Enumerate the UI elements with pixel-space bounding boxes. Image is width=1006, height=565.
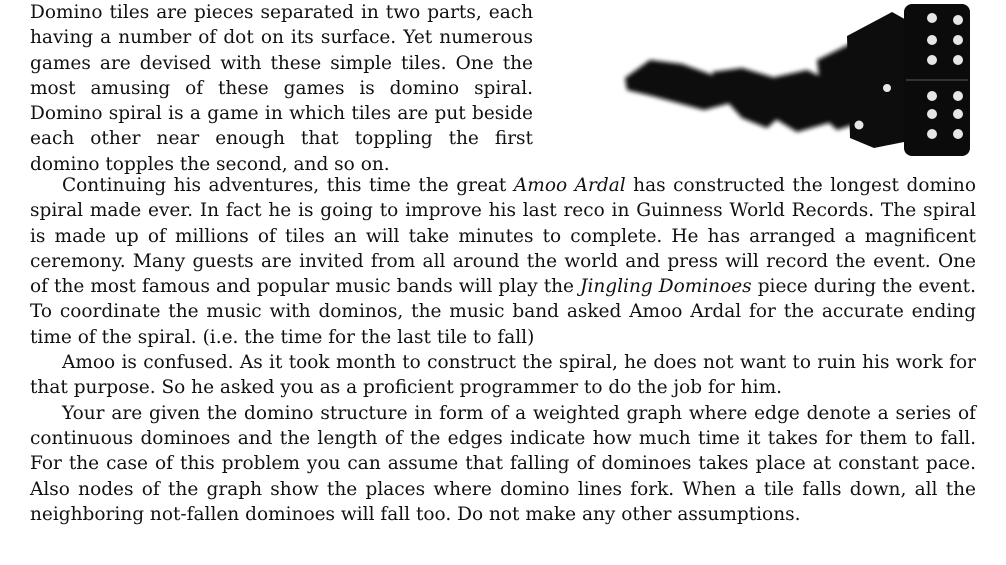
request-paragraph: Amoo is confused. As it took month to construct the spiral, he does not want to ruin his work for that purpose. So he asked you as a proficient programmer to do the job for him.: [30, 352, 976, 399]
story-paragraph: [30, 173, 976, 350]
falling-dominoes-image: [592, 0, 977, 160]
character-name: Amoo Ardal: [513, 175, 626, 196]
intro-paragraph: Domino tiles are pieces separated in two parts, each having a number of dot on its surface. Yet numerous games are devised with these simple tiles. One the most amusing of these games is domino spiral. Domino spiral is a game in which tiles are put beside each other near enough that toppling the first domino topples the second, and so on.: [30, 2, 533, 175]
music-piece-title: Jingling Dominoes: [580, 276, 752, 298]
story-text-end: piece during the event. To coordinate the music with dominos, the music band asked Amoo Ardal for the accurate ending time of the spiral. (i.e. the time for the last tile to fall): [30, 276, 976, 348]
story-text-start: Continuing his adventures, this time the great: [62, 175, 514, 196]
problem-description-paragraph: Your are given the domino structure in form of a weighted graph where edge denote a series of continuous dominoes and the length of the edges indicate how much time it takes for them to fall. For the case of this problem you can assume that falling of dominoes takes place at constant pace. Also nodes of the graph show the places where domino lines fork. When a tile falls down, all the neighboring not-fallen dominoes will fall too. Do not make any other assumptions.: [30, 402, 976, 525]
story-text-middle: has constructed the longest domino spiral made ever. In fact he is going to improve his last reco in Guinness World Records. The spiral is made up of millions of tiles an will take minutes to complete. He has arranged a magnificent ceremony. Many guests are invited from all around the world and press will record the event. One of the most famous and popular music bands will play the: [30, 175, 976, 298]
document-page: [30, 0, 976, 527]
